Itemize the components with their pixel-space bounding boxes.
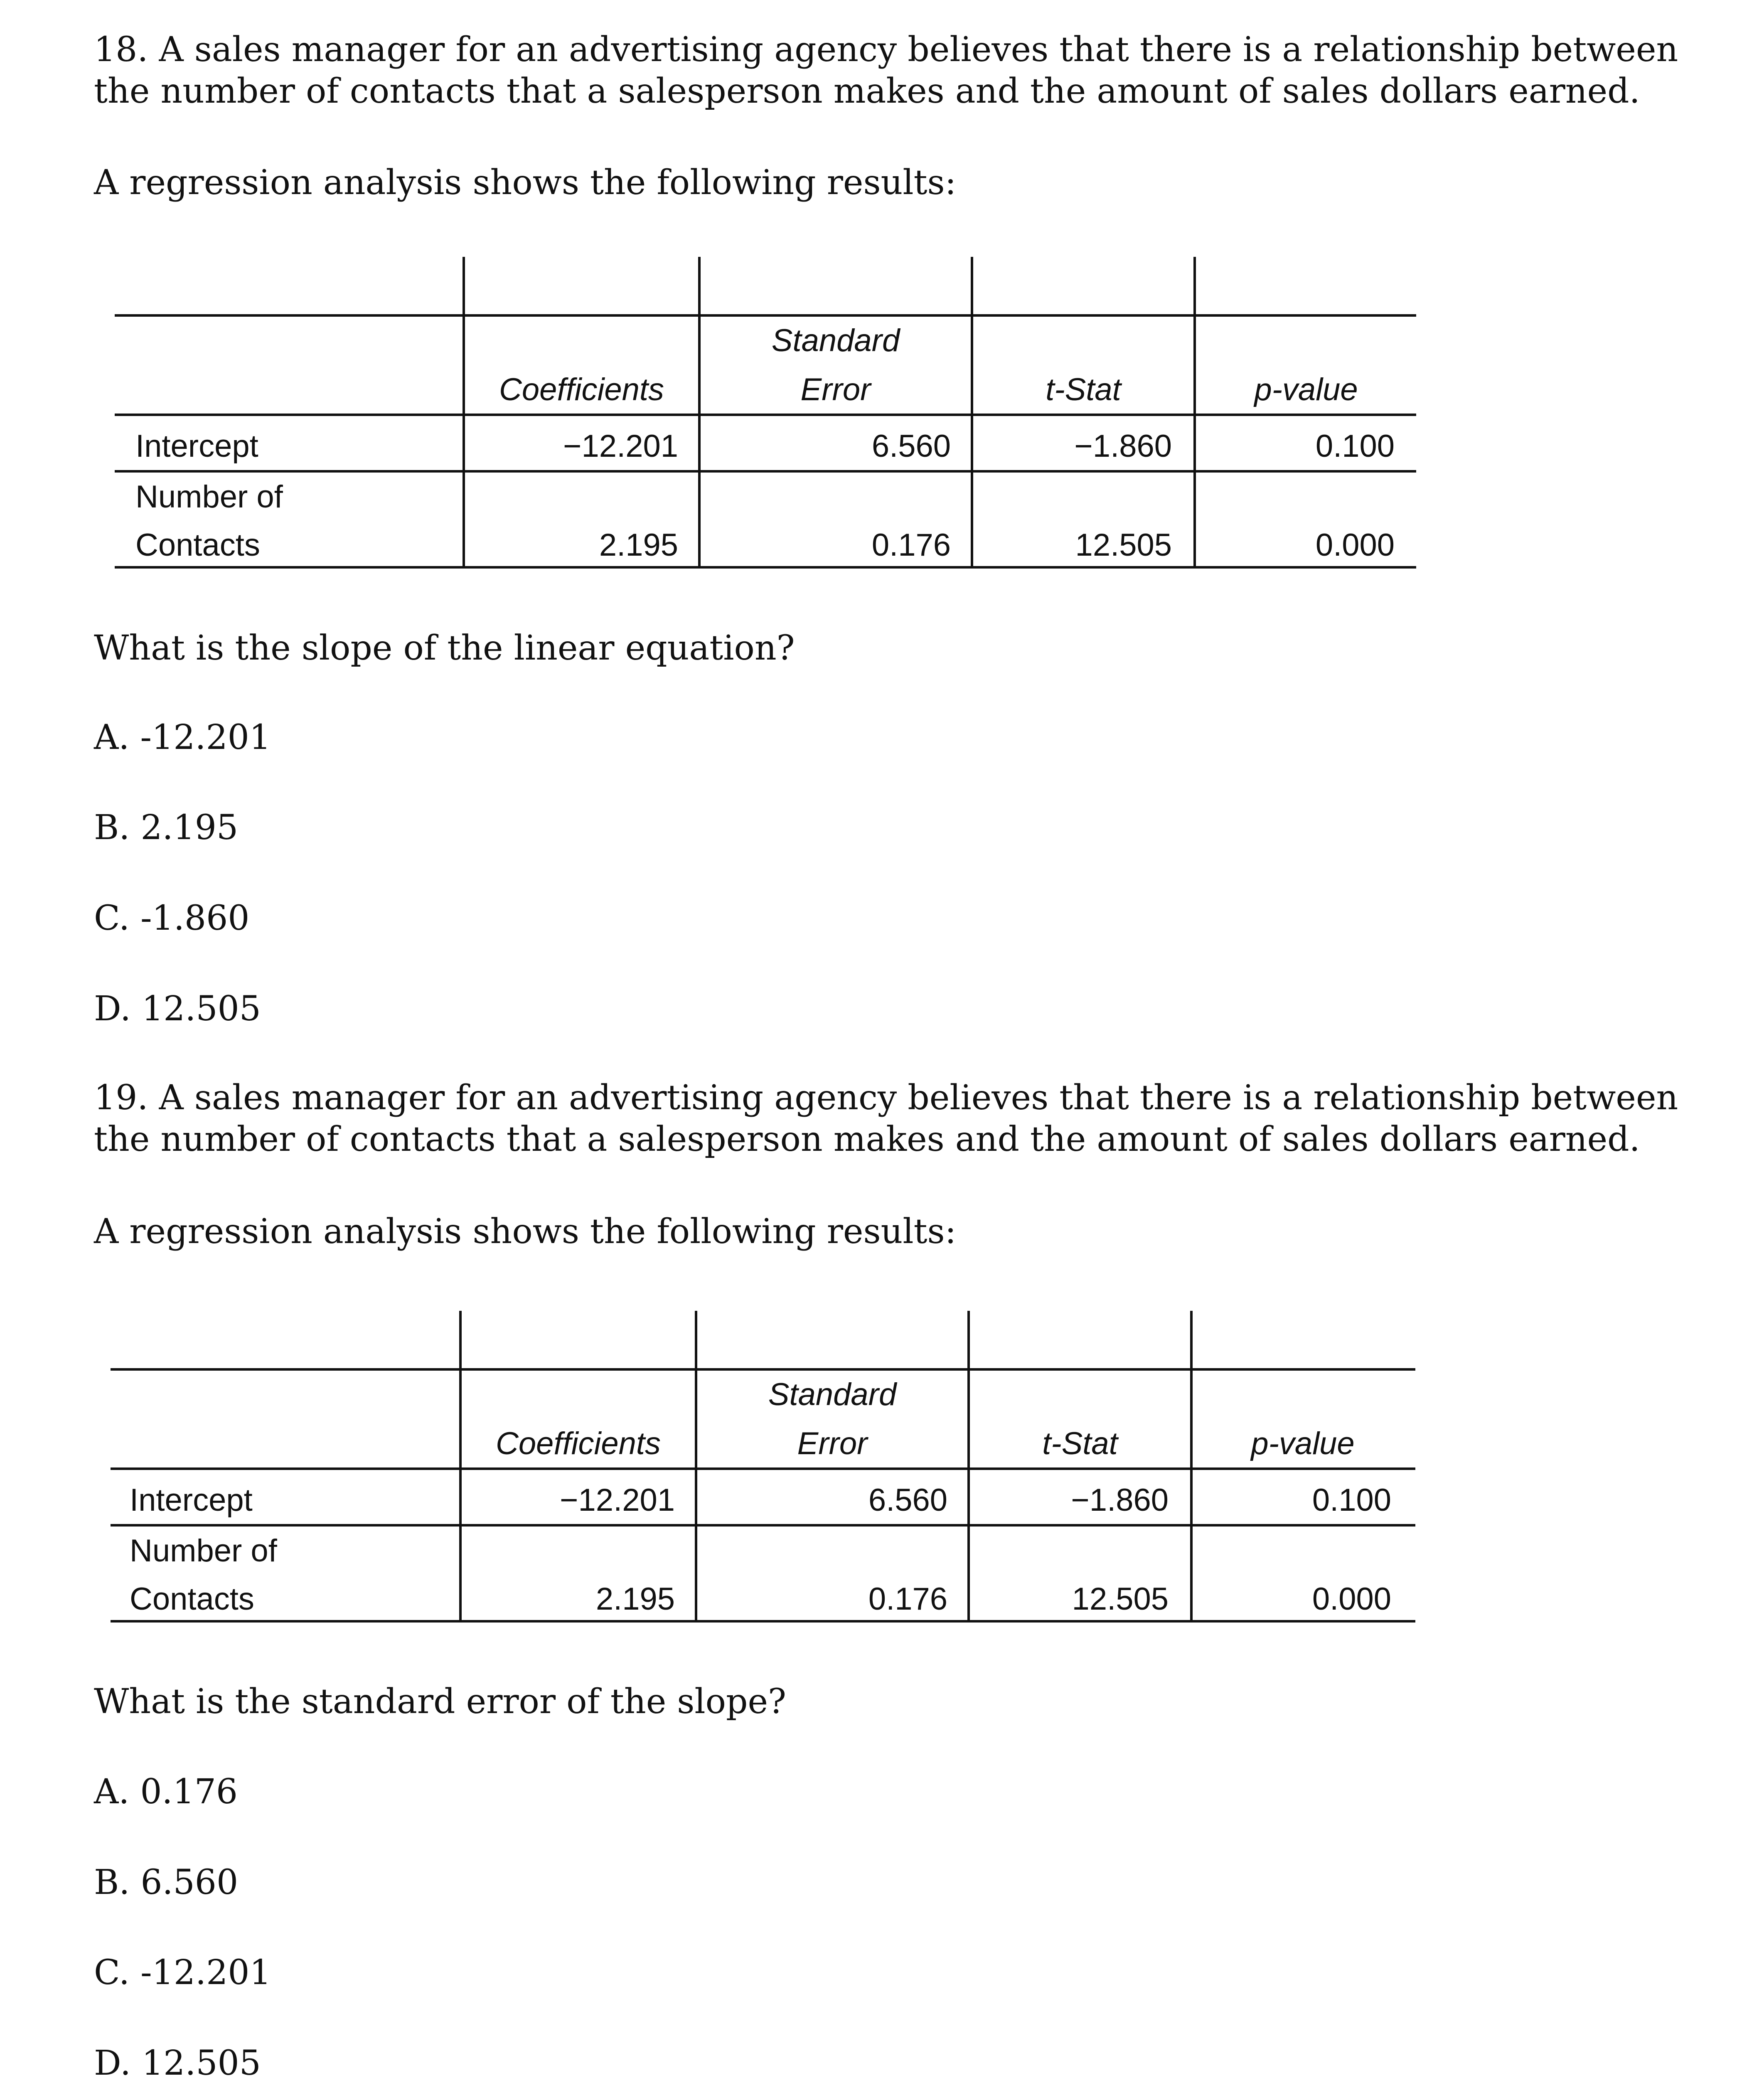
choice-d: D. 12.505	[94, 989, 261, 1029]
cell-coefficient: −12.201	[563, 428, 678, 464]
cell-p-value: 0.100	[1315, 428, 1395, 464]
cell-t-stat: −1.860	[1071, 1482, 1169, 1518]
header-standard-error-line2: Error	[797, 1426, 868, 1461]
table-rule	[695, 1311, 697, 1623]
table-rule	[463, 257, 465, 569]
table-rule	[967, 1311, 970, 1623]
question-18-intro: A regression analysis shows the following results:	[94, 163, 957, 202]
choice-d: D. 12.505	[94, 2044, 261, 2078]
header-standard-error-line2: Error	[800, 372, 871, 407]
cell-standard-error: 0.176	[871, 527, 951, 563]
cell-t-stat: 12.505	[1075, 527, 1172, 563]
header-t-stat: t-Stat	[1042, 1426, 1118, 1461]
table-rule	[115, 414, 1416, 416]
question-18-text: 18. A sales manager for an advertising agency believes that there is a relationship between the number of contacts that a salesperson makes and the amount of sales dollars earned.	[94, 30, 1678, 111]
header-coefficients: Coefficients	[495, 1426, 661, 1461]
cell-p-value: 0.100	[1312, 1482, 1391, 1518]
row-label-contacts: Contacts	[130, 1581, 254, 1617]
table-rule	[459, 1311, 462, 1623]
choice-a: A. -12.201	[94, 718, 271, 757]
table-rule	[111, 1524, 1415, 1526]
header-coefficients: Coefficients	[499, 372, 664, 407]
question-19-text: 19. A sales manager for an advertising agency believes that there is a relationship between the number of contacts that a salesperson makes and the amount of sales dollars earned.	[94, 1078, 1678, 1159]
row-label-contacts: Contacts	[135, 527, 260, 563]
row-label-number-of: Number of	[135, 479, 283, 515]
table-rule	[971, 257, 973, 569]
choice-c: C. -1.860	[94, 899, 250, 938]
cell-coefficient: 2.195	[595, 1581, 675, 1617]
row-label-intercept: Intercept	[135, 428, 258, 464]
table-rule	[115, 314, 1416, 317]
cell-standard-error: 6.560	[871, 428, 951, 464]
question-19-prompt: What is the standard error of the slope?	[94, 1682, 786, 1721]
table-rule	[698, 257, 701, 569]
header-standard-error-line1: Standard	[771, 323, 900, 358]
table-rule	[111, 1467, 1415, 1470]
cell-t-stat: 12.505	[1072, 1581, 1169, 1617]
question-19-intro: A regression analysis shows the following results:	[94, 1212, 957, 1251]
cell-coefficient: −12.201	[560, 1482, 675, 1518]
header-standard-error-line1: Standard	[768, 1377, 897, 1412]
table-rule	[1193, 257, 1196, 569]
cell-standard-error: 0.176	[868, 1581, 947, 1617]
table-rule	[111, 1620, 1415, 1623]
header-p-value: p-value	[1251, 1426, 1355, 1461]
cell-standard-error: 6.560	[868, 1482, 947, 1518]
cell-coefficient: 2.195	[599, 527, 678, 563]
choice-b: B. 2.195	[94, 808, 239, 847]
cell-p-value: 0.000	[1315, 527, 1395, 563]
choice-c: C. -12.201	[94, 1953, 271, 1992]
choice-b: B. 6.560	[94, 1863, 239, 1902]
cell-t-stat: −1.860	[1074, 428, 1172, 464]
table-rule	[111, 1368, 1415, 1371]
header-p-value: p-value	[1254, 372, 1358, 407]
table-rule	[115, 566, 1416, 569]
table-rule	[1190, 1311, 1193, 1623]
cell-p-value: 0.000	[1312, 1581, 1391, 1617]
header-t-stat: t-Stat	[1046, 372, 1121, 407]
choice-a: A. 0.176	[94, 1772, 238, 1812]
question-18-prompt: What is the slope of the linear equation?	[94, 628, 795, 668]
row-label-intercept: Intercept	[130, 1482, 253, 1518]
row-label-number-of: Number of	[130, 1533, 277, 1568]
table-rule	[115, 470, 1416, 473]
